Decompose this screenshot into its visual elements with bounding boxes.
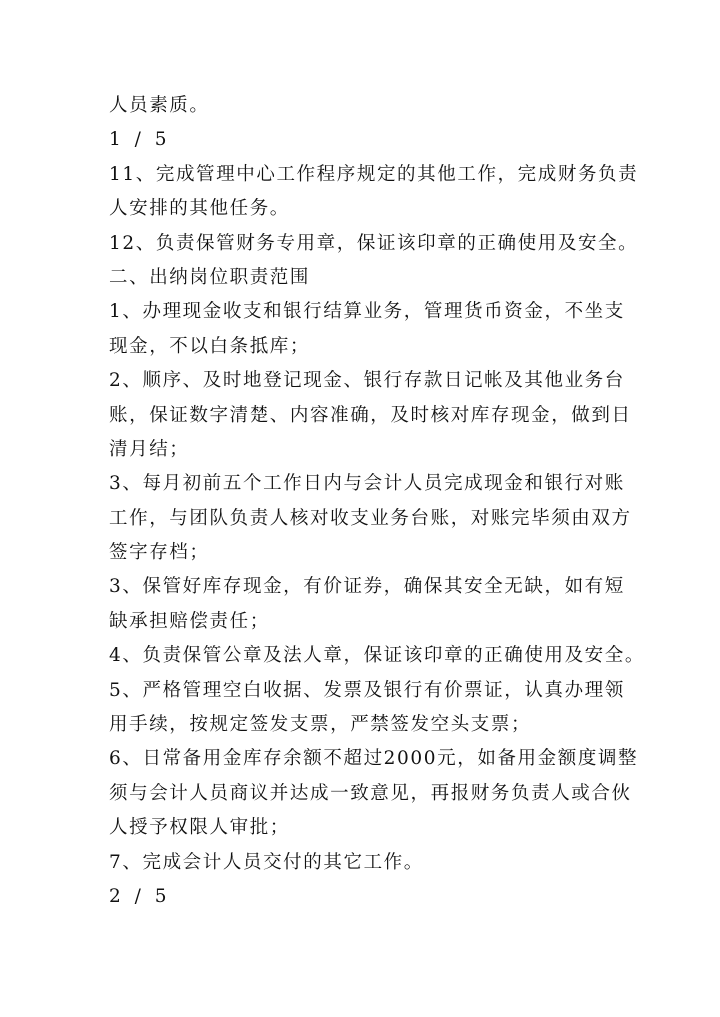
text-line: 人授予权限人审批； [109,817,290,839]
text-line: 1、办理现金收支和银行结算业务，管理货币资金，不坐支 [109,301,625,323]
text-line: 人安排的其他任务。 [109,198,290,220]
text-line: 3、保管好库存现金，有价证券，确保其安全无缺，如有短 [109,576,625,598]
text-line: 缺承担赔偿责任； [109,610,270,632]
text-line: 11、完成管理中心工作程序规定的其他工作，完成财务负责 [109,163,639,185]
text-line: 清月结； [109,438,190,460]
text-line: 人员素质。 [109,95,210,116]
text-line: 6、日常备用金库存余额不超过2000元，如备用金额度调整 [109,748,639,770]
text-line: 4、负责保管公章及法人章，保证该印章的正确使用及安全。 [109,645,645,667]
text-line: 5、严格管理空白收据、发票及银行有价票证，认真办理领 [109,679,625,701]
page-number: 2 / 5 [109,885,171,907]
text-line: 账，保证数字清楚、内容准确，及时核对库存现金，做到日 [109,404,632,426]
section-heading: 二、出纳岗位职责范围 [109,266,311,288]
text-line: 现金，不以白条抵库； [109,335,311,357]
document-body [109,89,669,914]
text-line: 7、完成会计人员交付的其它工作。 [109,851,424,873]
text-line: 12、负责保管财务专用章，保证该印章的正确使用及安全。 [109,232,639,254]
text-line: 须与会计人员商议并达成一致意见，再报财务负责人或合伙 [109,782,632,804]
text-line: 工作，与团队负责人核对收支业务台账，对账完毕须由双方 [109,507,632,529]
text-line: 签字存档； [109,542,210,564]
text-line: 2、顺序、及时地登记现金、银行存款日记帐及其他业务台 [109,370,625,392]
text-line: 用手续，按规定签发支票，严禁签发空头支票； [109,714,532,736]
text-line: 3、每月初前五个工作日内与会计人员完成现金和银行对账 [109,473,625,495]
page-number: 1 / 5 [109,129,171,151]
